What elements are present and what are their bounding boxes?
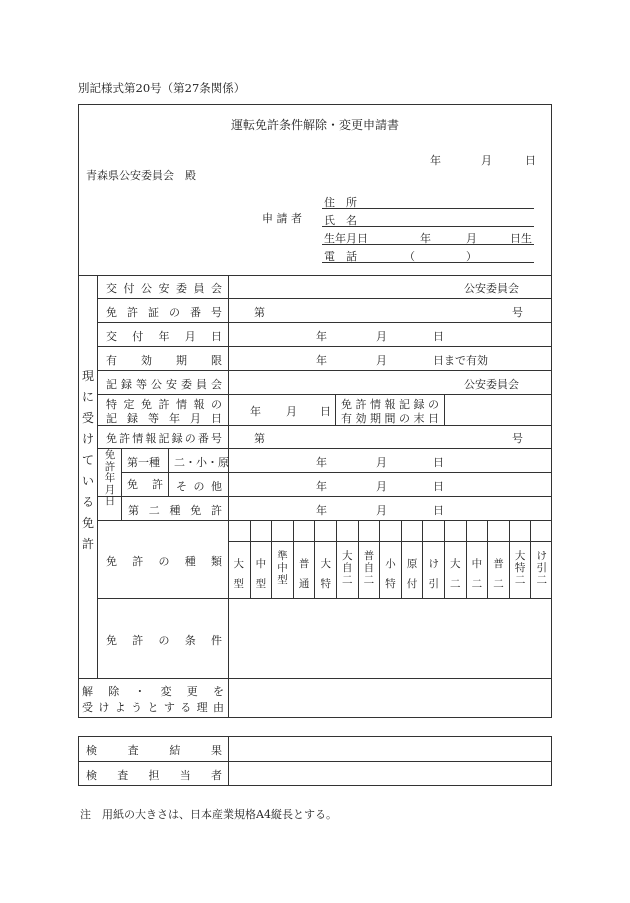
license-type-char: 型 (255, 578, 267, 590)
expiry-year: 年 (316, 354, 327, 367)
side-label-char: て (81, 453, 94, 467)
license-type-char: 二 (514, 574, 526, 586)
form-title: 運転免許条件解除・変更申請書 (230, 118, 399, 132)
license-type-char: 自 (363, 562, 375, 574)
license-type-char: 二 (493, 578, 504, 590)
inspection-officer-label: 検 査 担 当 者 (86, 769, 222, 782)
side-label-char: 受 (81, 411, 94, 425)
record-number-suffix: 号 (512, 432, 523, 445)
class2-day: 日 (433, 504, 444, 517)
specific-info-label-line1: 特 定 免 許 情 報 の (106, 398, 222, 411)
inspection-result-field[interactable] (229, 737, 551, 760)
license-type-check-cell[interactable] (337, 520, 358, 542)
license-type-char: 引 (428, 578, 439, 590)
row-line (97, 496, 552, 497)
license-type-char: 普 (493, 558, 504, 570)
license-type-char: 中 (255, 558, 267, 570)
issue-date-year: 年 (316, 330, 327, 343)
license-type-char: 特 (320, 578, 331, 590)
license-type-check-cell[interactable] (423, 520, 444, 542)
issue-date-label: 交 付 年 月 日 (106, 330, 222, 343)
record-number-prefix: 第 (254, 432, 265, 445)
issuing-commission-suffix: 公安委員会 (464, 282, 519, 295)
license-types-grid (228, 520, 552, 598)
footer-note: 注 用紙の大きさは、日本産業規格A4縦長とする。 (80, 808, 337, 821)
side-label-divider (97, 275, 98, 678)
license-type-char: 大 (450, 558, 461, 570)
date-day: 日 (525, 154, 536, 167)
license-types-label: 免 許 の 種 類 (106, 555, 222, 568)
license-type-char: 大 (342, 550, 353, 562)
row-line (97, 298, 552, 299)
class1-sub1-month: 月 (376, 456, 387, 469)
license-number-prefix: 第 (254, 306, 265, 319)
row-line (97, 346, 552, 347)
license-type-char: 自 (342, 562, 353, 574)
license-date-label-char: 許 (104, 460, 116, 473)
license-type-column[interactable] (422, 520, 444, 598)
side-label-char: る (81, 495, 94, 509)
inspection-officer-field[interactable] (229, 762, 551, 785)
form-number-label: 別記様式第20号（第27条関係） (78, 81, 246, 95)
address-label: 住 所 (324, 196, 357, 209)
license-type-char: 小 (385, 558, 396, 570)
row-line (121, 472, 552, 473)
license-type-char: 二 (471, 578, 483, 590)
reason-field[interactable] (229, 679, 551, 717)
license-type-check-cell[interactable] (510, 520, 531, 542)
license-type-char: 特 (514, 562, 526, 574)
addressee: 青森県公安委員会 殿 (86, 169, 196, 182)
license-type-char: 準 (277, 550, 288, 562)
phone-field[interactable] (322, 262, 534, 263)
license-type-char: 二 (536, 574, 547, 586)
phone-label: 電 話 (324, 250, 357, 263)
license-type-check-cell[interactable] (228, 520, 250, 542)
class1-sub2-day: 日 (433, 480, 444, 493)
license-conditions-field[interactable] (229, 599, 551, 677)
specific-info-label-line2: 記 録 等 年 月 日 (106, 412, 222, 425)
license-type-column[interactable] (379, 520, 401, 598)
license-type-char: 引 (536, 562, 547, 574)
license-type-column[interactable] (271, 520, 293, 598)
issue-date-month: 月 (376, 330, 387, 343)
license-type-char: 原 (406, 558, 418, 570)
side-label-char: 現 (81, 369, 94, 383)
license-type-column[interactable] (530, 520, 552, 598)
dob-month: 月 (466, 232, 477, 245)
issuing-commission-label: 交 付 公 安 委 員 会 (106, 282, 222, 295)
license-number-suffix: 号 (512, 306, 523, 319)
class1-divider (168, 448, 169, 496)
phone-paren-open: （ (404, 250, 415, 263)
license-type-char: 二 (363, 574, 375, 586)
license-type-char: 型 (233, 578, 245, 590)
side-label-char: 許 (81, 537, 94, 551)
row-line (97, 448, 552, 449)
name-field[interactable] (322, 226, 534, 227)
license-type-char: 通 (298, 578, 310, 590)
class1-label-line1: 第一種 (127, 456, 160, 469)
inspection-result-label: 検 査 結 果 (86, 744, 222, 757)
license-type-char: け (428, 558, 439, 570)
license-type-char: 大 (514, 550, 526, 562)
dob-year: 年 (420, 232, 431, 245)
license-type-check-cell[interactable] (294, 520, 315, 542)
license-type-column[interactable] (336, 520, 358, 598)
license-type-char: 中 (277, 562, 288, 574)
address-field[interactable] (322, 208, 534, 209)
class2-month: 月 (376, 504, 387, 517)
specific-info-year: 年 (250, 405, 261, 418)
license-type-check-cell[interactable] (272, 520, 293, 542)
side-label-char: 免 (81, 516, 94, 530)
reason-label-line1: 解 除 ・ 変 更 を (82, 685, 224, 698)
license-type-char: 型 (277, 574, 288, 586)
row-line (97, 394, 552, 395)
license-type-char: 二 (450, 578, 461, 590)
side-label-char: に (81, 390, 94, 404)
side-label-char: け (81, 432, 94, 446)
license-type-column[interactable] (358, 520, 380, 598)
specific-info-divider (335, 394, 336, 425)
dob-day: 日生 (510, 232, 532, 245)
license-type-check-cell[interactable] (402, 520, 423, 542)
license-type-check-cell[interactable] (445, 520, 466, 542)
section-divider (78, 275, 552, 276)
license-type-check-cell[interactable] (315, 520, 336, 542)
license-type-column[interactable] (401, 520, 423, 598)
class2-year: 年 (316, 504, 327, 517)
class1-sub2: そ の 他 (176, 480, 222, 493)
license-type-char: 中 (471, 558, 483, 570)
license-type-char: 特 (385, 578, 396, 590)
class1-sub2-month: 月 (376, 480, 387, 493)
license-conditions-label: 免 許 の 条 件 (106, 634, 222, 647)
dob-field[interactable] (322, 244, 534, 245)
side-label-char: い (81, 474, 94, 488)
class1-label-line2: 免 許 (127, 478, 163, 491)
expiry-day-suffix: 日まで有効 (433, 354, 488, 367)
license-type-column[interactable] (509, 520, 531, 598)
class1-sub1-day: 日 (433, 456, 444, 469)
license-type-check-cell[interactable] (531, 520, 552, 542)
license-date-label-char: 日 (104, 495, 116, 507)
license-date-label-char: 月 (104, 483, 116, 496)
record-validity-label-line2: 有 効 期 間 の 末 日 (341, 412, 439, 425)
registration-commission-label: 記 録 等 公 安 委 員 会 (106, 378, 222, 391)
date-year: 年 (430, 154, 441, 167)
dob-label: 生年月日 (324, 232, 368, 245)
record-validity-label-line1: 免 許 情 報 記 録 の (341, 398, 439, 411)
license-date-label-char: 免 (104, 449, 116, 461)
specific-info-month: 月 (286, 405, 297, 418)
license-type-check-cell[interactable] (488, 520, 509, 542)
reason-label-line2: 受 け よ う と す る 理 由 (82, 701, 224, 714)
class1-sub2-year: 年 (316, 480, 327, 493)
row-line (97, 322, 552, 323)
license-date-label-char: 年 (104, 472, 116, 484)
license-type-column[interactable] (228, 520, 250, 598)
applicant-label: 申 請 者 (262, 212, 302, 225)
license-type-check-cell[interactable] (359, 520, 380, 542)
license-type-column[interactable] (250, 520, 272, 598)
license-type-check-cell[interactable] (251, 520, 272, 542)
license-date-label (103, 450, 117, 508)
expiry-month: 月 (376, 354, 387, 367)
license-type-column[interactable] (487, 520, 509, 598)
license-type-column[interactable] (314, 520, 336, 598)
specific-info-divider (444, 394, 445, 425)
license-type-char: け (536, 550, 547, 562)
license-type-char: 付 (406, 578, 418, 590)
license-type-char: 大 (320, 558, 331, 570)
expiry-label: 有 効 期 限 (106, 354, 222, 367)
record-number-label: 免 許 情 報 記 録 の 番 号 (106, 432, 222, 445)
issue-date-day: 日 (433, 330, 444, 343)
license-type-check-cell[interactable] (467, 520, 488, 542)
license-type-column[interactable] (444, 520, 466, 598)
license-date-divider (121, 448, 122, 520)
class1-sub1-year: 年 (316, 456, 327, 469)
class1-sub1: 二・小・原 (174, 456, 229, 469)
phone-paren-close: ） (466, 250, 477, 263)
class2-label: 第 二 種 免 許 (128, 504, 222, 517)
license-type-column[interactable] (293, 520, 315, 598)
specific-info-day: 日 (320, 405, 331, 418)
license-type-char: 大 (233, 558, 245, 570)
license-type-check-cell[interactable] (380, 520, 401, 542)
name-label: 氏 名 (324, 214, 357, 227)
license-type-char: 普 (363, 550, 375, 562)
license-type-char: 二 (342, 574, 353, 586)
date-month: 月 (481, 154, 492, 167)
license-type-column[interactable] (466, 520, 488, 598)
registration-commission-suffix: 公安委員会 (464, 378, 519, 391)
side-label-current-license (81, 366, 95, 555)
license-number-label: 免 許 証 の 番 号 (106, 306, 222, 319)
row-line (97, 370, 552, 371)
license-type-char: 普 (298, 558, 310, 570)
